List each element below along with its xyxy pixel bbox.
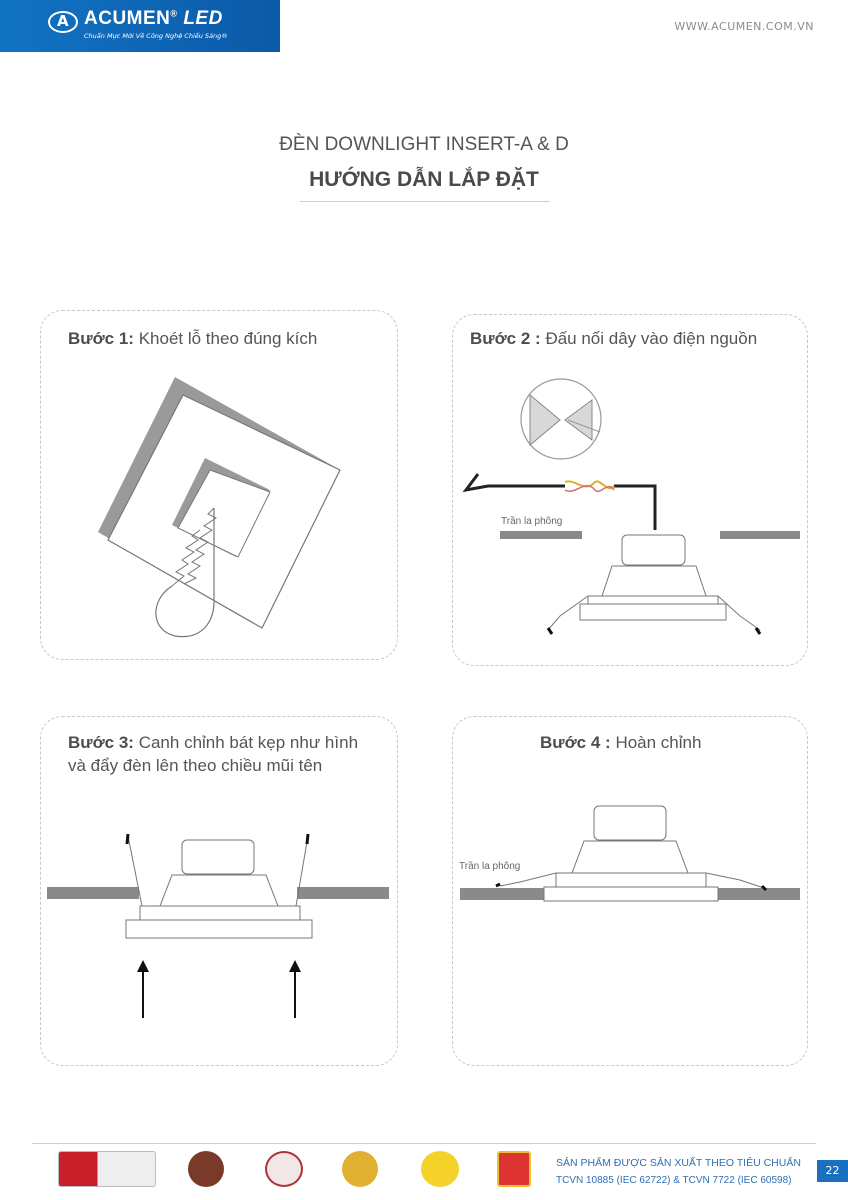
- gold-medal-badge: [342, 1151, 378, 1187]
- step-2-panel: [452, 314, 808, 666]
- website-url[interactable]: WWW.ACUMEN.COM.VN: [674, 20, 814, 33]
- step-3-caption: Bước 3: Canh chỉnh bát kẹp như hình: [68, 733, 359, 752]
- footer-divider: [32, 1143, 816, 1144]
- step-1-caption: Bước 1: Khoét lỗ theo đúng kích: [68, 329, 318, 348]
- step-3-caption-line2: và đẩy đèn lên theo chiều mũi tên: [68, 756, 323, 775]
- step-1-panel: [40, 310, 398, 660]
- red-award-badge: [497, 1151, 531, 1187]
- brand-tagline: Chuẩn Mực Mới Về Công Nghệ Chiếu Sáng®: [84, 32, 228, 40]
- yellow-seal-badge: [421, 1151, 459, 1187]
- step-4-caption: Bước 4 : Hoàn chỉnh: [540, 733, 702, 752]
- brand-name: ACUMEN® LED: [84, 8, 223, 29]
- acumen-logo-icon: [48, 11, 78, 33]
- ceiling-label-step-4: Trần la phông: [459, 861, 521, 872]
- ceiling-label-step-2: Trần la phông: [501, 516, 563, 527]
- logo-banner: [0, 0, 280, 52]
- step-4-panel: [452, 716, 808, 1066]
- quality-star-badge: [265, 1151, 303, 1187]
- title-divider: [300, 201, 550, 202]
- standard-title: SẢN PHẨM ĐƯỢC SẢN XUẤT THEO TIÊU CHUẨN: [556, 1157, 801, 1169]
- page-subtitle: HƯỚNG DẪN LẮP ĐẶT: [309, 168, 539, 191]
- page-number: 22: [817, 1160, 848, 1182]
- standard-codes: TCVN 10885 (IEC 62722) & TCVN 7722 (IEC 60598): [556, 1175, 792, 1186]
- page-title: ĐÈN DOWNLIGHT INSERT-A & D: [279, 134, 569, 155]
- step-2-caption: Bước 2 : Đấu nối dây vào điện nguồn: [470, 329, 758, 348]
- bureau-veritas-badge: [58, 1151, 156, 1187]
- trust-supplier-badge: [188, 1151, 224, 1187]
